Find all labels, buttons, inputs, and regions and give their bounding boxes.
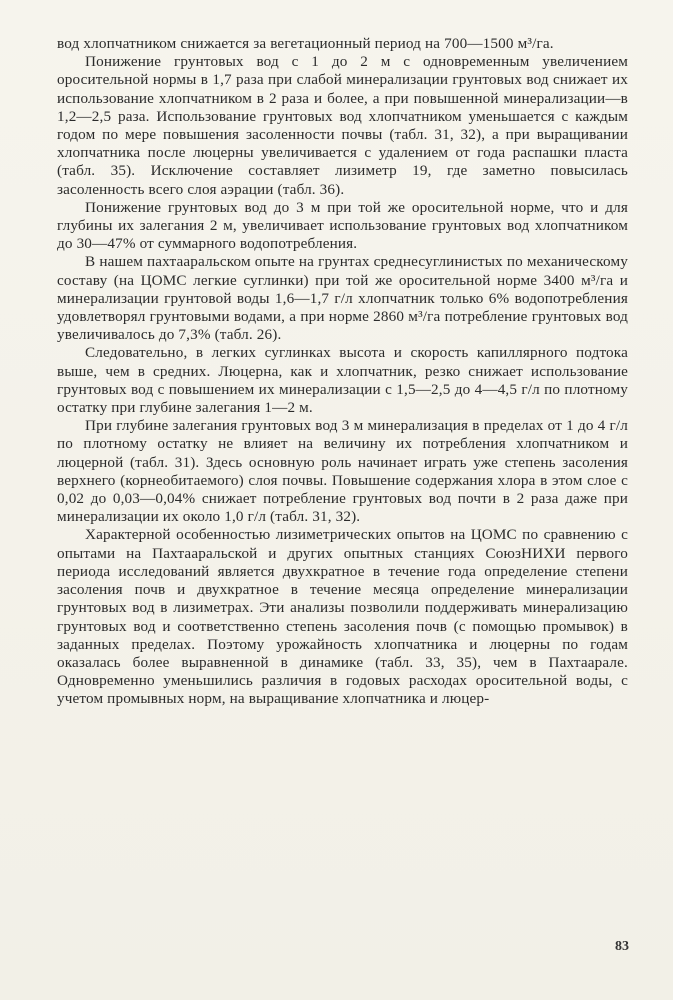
paragraph-pakhtaaral-experiment: В нашем пахтааральском опыте на грунтах среднесуглинистых по механическому составу (на ЦОМС легкие суглинки) при той же оросительной норме 3400 м³/га и минерализации грунтовой воды 1,6—1,7 г/л хлопчатник только 6% водопотребления удовлетворял грунтовыми водами, а при норме 2860 м³/га потребление грунтовых вод увеличивалось до 7,3% (табл. 26).	[57, 253, 628, 344]
paragraph-continuation: вод хлопчатником снижается за вегетационный период на 700—1500 м³/га.	[57, 35, 554, 52]
body-text	[57, 35, 628, 709]
paragraph-lysimeter-features: Характерной особенностью лизиметрических опытов на ЦОМС по сравнению с опытами на Пахтааральской и других опытных станциях СоюзНИХИ первого периода исследований является двухкратное в течение года определение степени засоления почв и двухкратное в течение месяца определение минерализации грунтовых вод в лизиметрах. Эти анализы позволили поддерживать минерализацию грунтовых вод и соответственно степень засоления почв (с помощью промывок) в заданных пределах. Поэтому урожайность хлопчатника и люцерны по годам оказалась более выравненной в динамике (табл. 33, 35), чем в Пахтаарале. Одновременно уменьшились различия в годовых расходах оросительной воды, с учетом промывных норм, на выращивание хлопчатника и люцер-	[57, 526, 628, 708]
page-number: 83	[615, 939, 629, 954]
paragraph-groundwater-lowering-2m: Понижение грунтовых вод с 1 до 2 м с одновременным увеличением оросительной нормы в 1,7 раза при слабой минерализации грунтовых вод снижает их использование хлопчатником в 2 раза и более, а при повышенной минерализации—в 1,2—2,5 раза. Использование грунтовых вод хлопчатником уменьшается с каждым годом по мере повышения засоленности почвы (табл. 31, 32), а при выращивании хлопчатника после люцерны увеличивается с удалением от года распашки пласта (табл. 35). Исключение составляет лизиметр 19, где заметно повысилась засоленность всего слоя аэрации (табл. 36).	[57, 53, 628, 198]
paragraph-groundwater-lowering-3m: Понижение грунтовых вод до 3 м при той же оросительной норме, что и для глубины их залегания 2 м, увеличивает использование грунтовых вод хлопчатником до 30—47% от суммарного водопотребления.	[57, 198, 628, 253]
paragraph-depth-3m-mineralization: При глубине залегания грунтовых вод 3 м минерализация в пределах от 1 до 4 г/л по плотному остатку не влияет на величину их потребления хлопчатником и люцерной (табл. 31). Здесь основную роль начинает играть уже степень засоления верхнего (корнеобитаемого) слоя почвы. Повышение содержания хлора в этом слое с 0,02 до 0,03—0,04% снижает потребление грунтовых вод почти в 2 раза даже при минерализации их около 1,0 г/л (табл. 31, 32).	[57, 417, 628, 526]
paragraph-light-loams: Следовательно, в легких суглинках высота и скорость капиллярного подтока выше, чем в средних. Люцерна, как и хлопчатник, резко снижает использование грунтовых вод с повышением их минерализации с 1,5—2,5 до 4—4,5 г/л по плотному остатку при глубине залегания 1—2 м.	[57, 344, 628, 417]
